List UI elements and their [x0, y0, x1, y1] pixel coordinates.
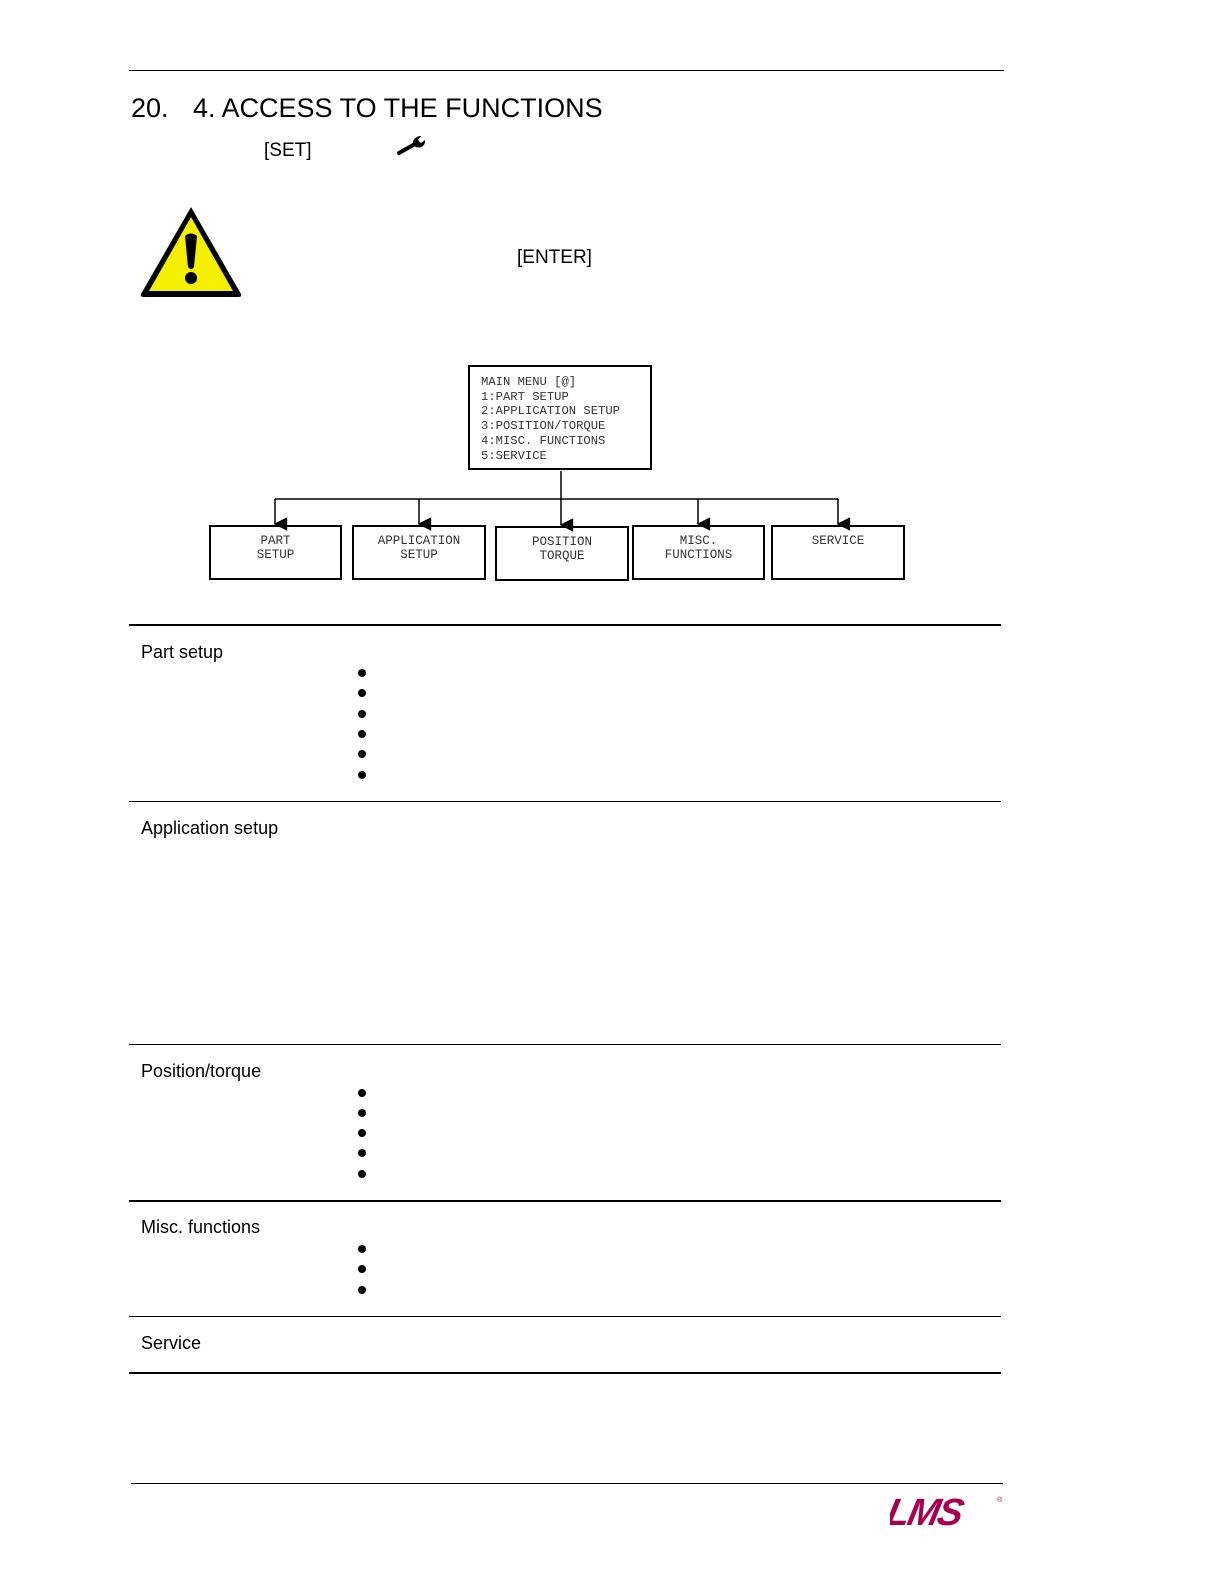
submenu-service: SERVICE [771, 525, 905, 580]
section-label-misc-functions: Misc. functions [141, 1217, 261, 1237]
list-bullet [358, 1109, 366, 1117]
section-label-position-torque: Position/torque [141, 1061, 262, 1081]
list-bullet [358, 771, 366, 779]
submenu-part-setup: PART SETUP [209, 525, 342, 580]
main-menu-item: 5:SERVICE [481, 448, 547, 463]
section-label-application-setup: Application setup [141, 818, 279, 838]
lms-logo [890, 1490, 1006, 1530]
main-menu-item: 3:POSITION/TORQUE [481, 419, 606, 434]
list-bullet [358, 689, 366, 697]
submenu-misc-functions: MISC. FUNCTIONS [632, 525, 765, 580]
table-rule [129, 1372, 1001, 1374]
diagram-connectors [0, 0, 1224, 600]
section-label-part-setup: Part setup [141, 642, 224, 662]
submenu-application-setup: APPLICATION SETUP [352, 525, 486, 580]
list-bullet [358, 1149, 366, 1157]
list-bullet [358, 750, 366, 758]
list-bullet [358, 730, 366, 738]
main-menu-item: 2:APPLICATION SETUP [481, 404, 620, 419]
submenu-position-torque: POSITION TORQUE [495, 526, 629, 581]
svg-text:®: ® [997, 1497, 1003, 1504]
enter-key-label: [ENTER] [517, 247, 592, 268]
table-rule [129, 1200, 1001, 1202]
list-bullet [358, 1265, 366, 1273]
section-label-service: Service [141, 1333, 202, 1353]
table-rule [129, 801, 1001, 802]
main-menu-item: 1:PART SETUP [481, 389, 569, 404]
list-bullet [358, 669, 366, 677]
list-bullet [358, 1170, 366, 1178]
section-title: 4. ACCESS TO THE FUNCTIONS [193, 93, 603, 123]
table-rule [129, 624, 1001, 626]
main-menu-title: MAIN MENU [@] [481, 375, 577, 389]
table-rule [129, 1044, 1001, 1045]
main-menu-item: 4:MISC. FUNCTIONS [481, 433, 606, 448]
list-bullet [358, 1129, 366, 1137]
lms-logo-text: LMS [890, 1491, 966, 1530]
list-bullet [358, 1286, 366, 1294]
list-bullet [358, 710, 366, 718]
set-key-label: [SET] [264, 140, 312, 161]
list-bullet [358, 1245, 366, 1253]
footer-rule [131, 1483, 1003, 1484]
section-number: 20. [131, 93, 169, 123]
table-rule [129, 1316, 1001, 1317]
list-bullet [358, 1089, 366, 1097]
